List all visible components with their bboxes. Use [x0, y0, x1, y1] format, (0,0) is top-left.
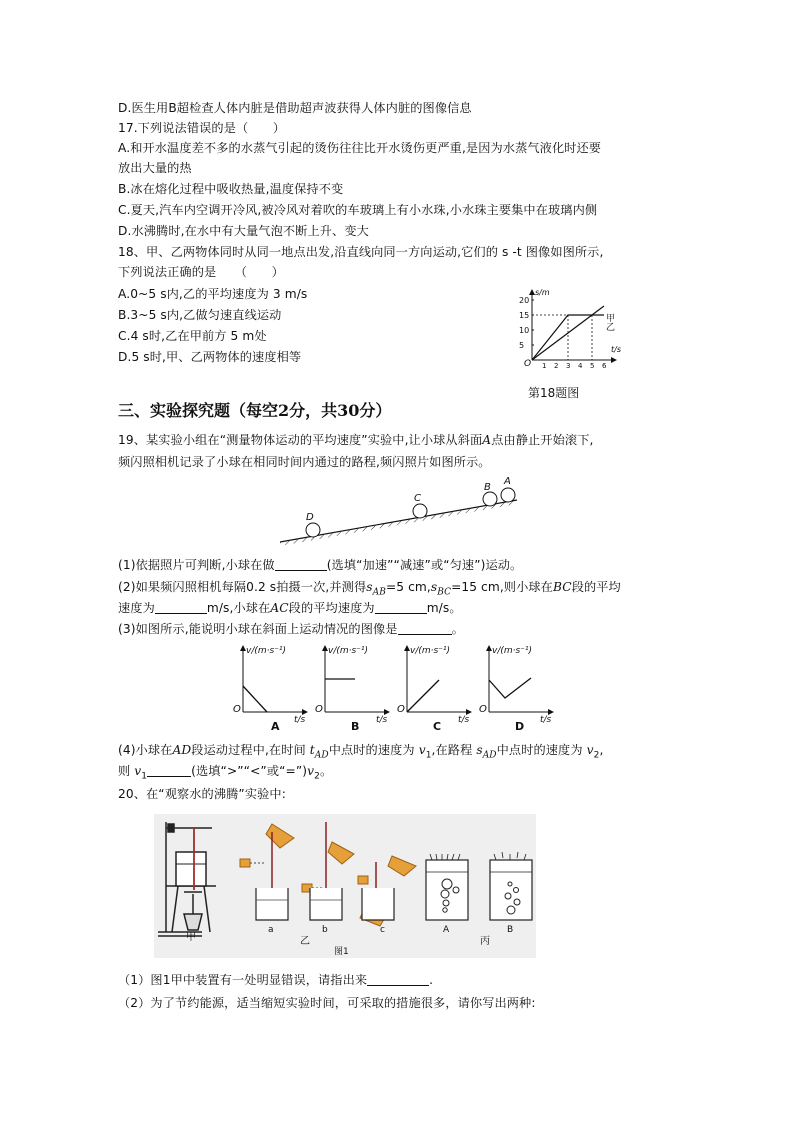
section-title: 三、实验探究题（每空2分，共30分） — [118, 401, 392, 420]
graph-label-b: B — [351, 720, 360, 733]
ball-d-label: D — [306, 512, 314, 523]
beaker-bubbles-a — [426, 854, 468, 920]
x-tick-label: 2 — [554, 362, 559, 370]
q19-stem: 19、某实验小组在“测量物体运动的平均速度”实验中,让小球从斜面A点由静止开始滚下, — [118, 433, 594, 447]
x-tick-label: 6 — [602, 362, 607, 370]
q17-option-d: D.水沸腾时,在水中有大量气泡不断上升、变大 — [118, 224, 369, 238]
fig-label-b: b — [322, 925, 328, 935]
answer-blank[interactable] — [367, 973, 429, 986]
q18-st-chart — [512, 286, 622, 370]
q17-stem: 17.下列说法错误的是（ ） — [118, 121, 286, 135]
q20-stem: 20、在“观察水的沸腾”实验中: — [118, 787, 286, 801]
q17-option-a-cont: 放出大量的热 — [118, 161, 192, 175]
vt-graph-b — [315, 642, 395, 732]
ball-b-label: B — [484, 482, 491, 493]
y-axis-label: s/m — [535, 288, 550, 297]
fig-label-yi: 乙 — [300, 936, 310, 947]
x-tick-label: 5 — [590, 362, 595, 370]
vt-graph-a — [233, 642, 313, 732]
answer-blank[interactable] — [155, 601, 207, 614]
boiling-water-figure — [154, 814, 536, 958]
fig-label-a: a — [268, 925, 274, 935]
q20-part2: （2）为了节约能源，适当缩短实验时间，可采取的措施很多，请你写出两种: — [118, 996, 536, 1010]
vt-line-decreasing — [243, 686, 267, 712]
answer-blank[interactable] — [398, 622, 452, 635]
ball-a-label: A — [504, 476, 511, 487]
q18-stem-cont: 下列说法正确的是 （ ） — [118, 265, 284, 279]
y-tick-label: 20 — [519, 296, 530, 305]
answer-blank[interactable] — [275, 558, 327, 571]
y-tick-label: 5 — [519, 341, 525, 350]
graph-label-c: C — [433, 720, 442, 733]
ball-d — [306, 523, 320, 537]
q18-option-b: B.3~5 s内,乙做匀速直线运动 — [118, 308, 282, 322]
q17-option-a: A.和开水温度差不多的水蒸气引起的烫伤往往比开水烫伤更严重,是因为水蒸气液化时还要 — [118, 141, 602, 155]
fig-label-beaker-a: A — [443, 925, 450, 935]
ball-c — [413, 504, 427, 518]
thermometer-a — [240, 824, 294, 920]
origin-label: O — [524, 359, 532, 369]
q19-part2: (2)如果频闪照相机每隔0.2 s拍摄一次,并测得$s_{AB}=5$ $cm,s_{BC}=15$ cm,则小球在BC段的平均 — [118, 580, 621, 598]
q18-figure-caption: 第18题图 — [528, 386, 580, 400]
figure-caption: 图1 — [334, 947, 349, 957]
vt-line-dip — [489, 678, 531, 698]
ball-c-label: C — [414, 493, 421, 504]
y-tick-label: 15 — [519, 311, 530, 320]
fig-label-bing: 丙 — [480, 936, 490, 947]
fig-label-beaker-b: B — [507, 925, 514, 935]
x-tick-label: 3 — [566, 362, 571, 370]
graph-label-a: A — [271, 720, 280, 733]
beaker-bubbles-b — [490, 852, 532, 920]
q19-part1: (1)依据照片可判断,小球在做 (选填“加速”“减速”或“匀速”)运动。 — [118, 558, 523, 572]
thermometer-b — [302, 822, 354, 920]
answer-blank[interactable] — [375, 601, 427, 614]
y-tick-label: 10 — [519, 326, 530, 335]
q18-option-d: D.5 s时,甲、乙两物体的速度相等 — [118, 350, 302, 364]
vt-graph-c — [397, 642, 477, 732]
q18-stem: 18、甲、乙两物体同时从同一地点出发,沿直线向同一方向运动,它们的 s -t 图像如图所示, — [118, 245, 604, 259]
legend-yi: 乙 — [606, 323, 616, 333]
q17-option-b: B.冰在熔化过程中吸收热量,温度保持不变 — [118, 182, 344, 196]
iron-stand-apparatus — [158, 822, 216, 936]
fig-label-c: c — [380, 925, 385, 935]
q19-part4: (4)小球在AD段运动过程中,在时间 $t_{AD}$中点时的速度为 $v_1$,在路程 $s_{AD}$中点时的速度为 $v_2$, — [118, 743, 604, 761]
graph-label-d: D — [515, 720, 525, 733]
x-axis-label: t/s — [611, 345, 621, 354]
vt-graph-d — [479, 642, 559, 732]
ball-a — [501, 488, 515, 502]
thermometer-c — [358, 856, 416, 926]
x-tick-label: 4 — [578, 362, 583, 370]
q20-part1: （1）图1甲中装置有一处明显错误，请指出来 . — [118, 973, 434, 987]
q18-option-c: C.4 s时,乙在甲前方 5 m处 — [118, 329, 267, 343]
vt-line-increasing — [407, 680, 439, 712]
q17-option-c: C.夏天,汽车内空调开冷风,被冷风对着吹的车玻璃上有小水珠,小水珠主要集中在玻璃内侧 — [118, 203, 598, 217]
q16-option-d: D.医生用B超检查人体内脏是借助超声波获得人体内脏的图像信息 — [118, 101, 472, 115]
series-line-yi — [532, 315, 604, 360]
q18-option-a: A.0~5 s内,乙的平均速度为 3 m/s — [118, 287, 308, 301]
ball-b — [483, 492, 497, 506]
q19-part4-cont: 则 $v_1$ (选填“>”“<”或“$=”)v_2$。 — [118, 764, 333, 782]
q19-part2-cont: 速度为 m/s,小球在AC段的平均速度为 m/s。 — [118, 601, 462, 615]
fig-label-jia: 甲 — [186, 932, 196, 943]
x-tick-label: 1 — [542, 362, 547, 370]
incline-figure — [262, 476, 522, 546]
q19-stem-cont: 频闪照相机记录了小球在相同时间内通过的路程,频闪照片如图所示。 — [118, 455, 491, 469]
legend-jia: 甲 — [606, 314, 616, 324]
q19-part3: (3)如图所示,能说明小球在斜面上运动情况的图像是 。 — [118, 622, 464, 636]
answer-blank[interactable] — [147, 764, 191, 777]
